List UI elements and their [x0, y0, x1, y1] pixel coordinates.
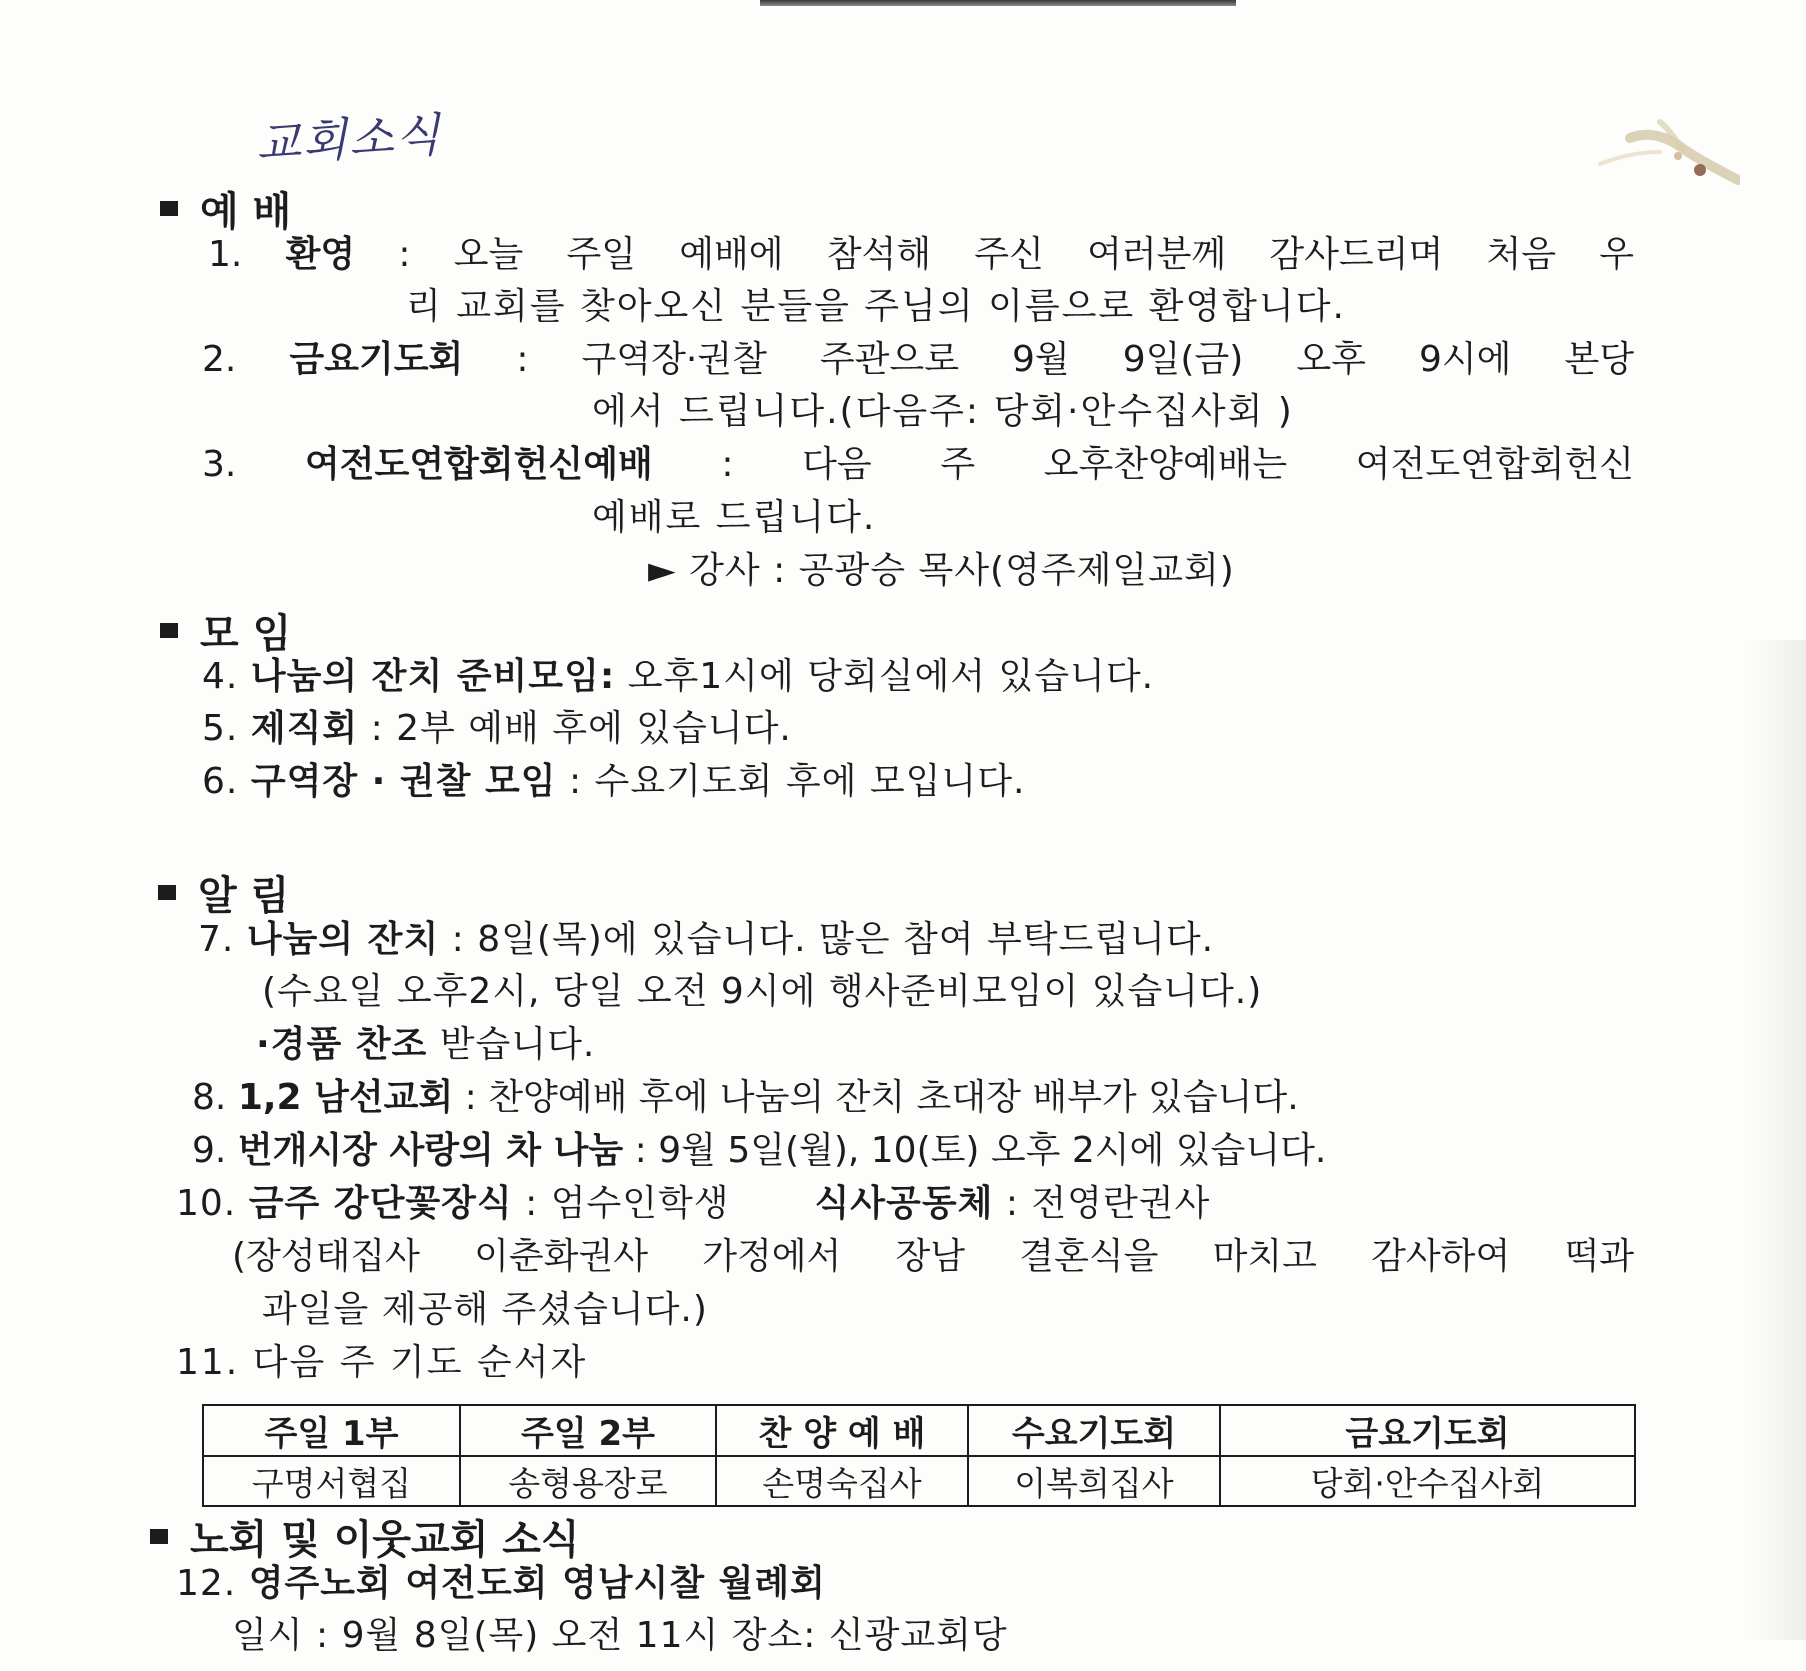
- section-bullet-icon: [158, 885, 176, 900]
- table-cell: 손명숙집사: [716, 1456, 968, 1506]
- section-bullet-icon: [160, 201, 178, 216]
- prayer-order-table: [202, 1404, 1636, 1507]
- item-number: 7.: [198, 919, 235, 960]
- section-bullet-icon: [160, 623, 178, 638]
- item-label: ·경품 찬조: [256, 1024, 428, 1065]
- section-title-meetings: [160, 602, 291, 659]
- presbytery-item-12: [176, 1562, 826, 1606]
- section-title-text: 예 배: [200, 189, 292, 235]
- paper-edge-shadow: [1746, 640, 1806, 1640]
- item-text: 오늘 주일 예배에 참석해 주신 여러분께 감사드리며 처음 우: [453, 234, 1634, 275]
- table-header-row: [203, 1405, 1635, 1456]
- section-title-text: 노회 및 이웃교회 소식: [190, 1517, 580, 1563]
- item-text: 구역장·권찰 주관으로 9월 9일(금) 오후 9시에 본당: [581, 339, 1634, 380]
- section-title-announcements: [158, 864, 289, 921]
- item-text: 찬양예배 후에 나눔의 잔치 초대장 배부가 있습니다.: [488, 1077, 1299, 1118]
- table-header-cell: 금요기도회: [1220, 1405, 1635, 1456]
- item-number: 9.: [192, 1130, 227, 1171]
- worship-item-3-line-1: 3. 여전도연합회헌신예배 : 다음 주 오후찬양예배는 여전도연합회헌신: [202, 444, 1634, 485]
- item-label: 제직회: [250, 708, 359, 749]
- item-label: 번개시장 사랑의 차 나눔: [237, 1130, 624, 1171]
- table-cell: 당회·안수집사회: [1220, 1456, 1635, 1506]
- item-label: 금요기도회: [289, 339, 464, 380]
- item-text: 9월 5일(월), 10(토) 오후 2시에 있습니다.: [658, 1130, 1327, 1171]
- item-label: 식사공동체: [814, 1183, 994, 1224]
- table-header-cell: 주일 2부: [460, 1405, 716, 1456]
- table-cell: 이복희집사: [968, 1456, 1220, 1506]
- item-number: 1.: [208, 234, 243, 275]
- item-label: 여전도연합회헌신예배: [305, 444, 653, 485]
- announcement-item-11: [176, 1341, 587, 1385]
- section-bullet-icon: [150, 1529, 168, 1544]
- item-number: 10.: [176, 1183, 237, 1224]
- table-header-cell: 주일 1부: [203, 1405, 460, 1456]
- meeting-item-4: [202, 655, 1154, 699]
- item-label: 나눔의 잔치: [246, 919, 440, 960]
- item-text: 8일(목)에 있습니다. 많은 참여 부탁드립니다.: [477, 919, 1215, 960]
- item-number: 8.: [192, 1077, 227, 1118]
- item-label: 나눔의 잔치 준비모임:: [250, 656, 616, 697]
- worship-item-3-line-2: 예배로 드립니다.: [592, 497, 877, 538]
- table-cell: 송형용장로: [460, 1456, 716, 1506]
- section-title-worship: [160, 180, 291, 237]
- announcement-item-10-line-3: 과일을 제공해 주셨습니다.): [262, 1289, 708, 1330]
- item-text: 엄수인학생: [550, 1183, 730, 1224]
- worship-item-3-speaker: ► 강사 : 공광승 목사(영주제일교회): [648, 550, 1235, 591]
- section-title-text: 모 임: [200, 611, 292, 657]
- section-title-presbytery: [150, 1508, 580, 1565]
- worship-item-2-line-1: 2. 금요기도회 : 구역장·권찰 주관으로 9월 9일(금) 오후 9시에 본당: [202, 339, 1634, 380]
- item-label: 환영: [285, 234, 356, 275]
- item-label: 1,2 남선교회: [237, 1077, 454, 1118]
- item-number: 4.: [202, 656, 239, 697]
- meeting-item-5: 5. 제직회 : 2부 예배 후에 있습니다.: [202, 708, 792, 749]
- item-label: 영주노회 여전도회 영남시찰 월례회: [248, 1563, 826, 1604]
- announcement-item-9: 9. 번개시장 사랑의 차 나눔 : 9월 5일(월), 10(토) 오후 2시에 있습니다.: [192, 1130, 1327, 1171]
- table-header-cell: 찬 양 예 배: [716, 1405, 968, 1456]
- worship-item-1-line-2: 리 교회를 찾아오신 분들을 주님의 이름으로 환영합니다.: [406, 286, 1346, 327]
- item-text: 다음 주 기도 순서자: [252, 1342, 588, 1383]
- item-text: 수요기도회 후에 모입니다.: [594, 761, 1026, 802]
- item-label: 구역장 · 권찰 모임: [250, 761, 557, 802]
- section-title-text: 알 림: [198, 873, 290, 919]
- announcement-item-7-line-3: [256, 1023, 595, 1067]
- item-label: 금주 강단꽃장식: [248, 1183, 513, 1224]
- worship-item-1-line-1: 1. 환영 : 오늘 주일 예배에 참석해 주신 여러분께 감사드리며 처음 우: [208, 234, 1634, 275]
- announcement-item-10-line-1: 10. 금주 강단꽃장식 : 엄수인학생 식사공동체 : 전영란권사: [176, 1183, 1211, 1224]
- announcement-item-7-line-2: (수요일 오후2시, 당일 오전 9시에 행사준비모임이 있습니다.): [262, 971, 1263, 1012]
- meeting-item-6: 6. 구역장 · 권찰 모임 : 수요기도회 후에 모입니다.: [202, 761, 1026, 802]
- announcement-item-7-line-1: 7. 나눔의 잔치 : 8일(목)에 있습니다. 많은 참여 부탁드립니다.: [198, 919, 1215, 960]
- announcement-item-8: 8. 1,2 남선교회 : 찬양예배 후에 나눔의 잔치 초대장 배부가 있습니다.: [192, 1077, 1299, 1118]
- worship-item-2-line-2: 에서 드립니다.(다음주: 당회·안수집사회 ): [592, 391, 1294, 432]
- top-scan-edge: [760, 0, 1236, 6]
- item-text: 전영란권사: [1031, 1183, 1211, 1224]
- item-number: 3.: [202, 444, 237, 485]
- item-text: 받습니다.: [439, 1024, 596, 1065]
- announcement-item-10-line-2: [232, 1235, 1634, 1279]
- table-row: [203, 1456, 1635, 1506]
- brush-decoration-icon: [1590, 108, 1740, 193]
- item-number: 5.: [202, 708, 239, 749]
- table-cell: 구명서협집: [203, 1456, 460, 1506]
- item-number: 12.: [176, 1563, 237, 1604]
- item-text: (장성태집사 이춘화권사 가정에서 장남 결혼식을 마치고 감사하여 떡과: [232, 1236, 1634, 1277]
- item-number: 2.: [202, 339, 237, 380]
- item-text: 2부 예배 후에 있습니다.: [396, 708, 792, 749]
- page-heading: 교회소식: [254, 107, 444, 171]
- item-text: 오후1시에 당회실에서 있습니다.: [627, 656, 1155, 697]
- item-number: 6.: [202, 761, 239, 802]
- table-header-cell: 수요기도회: [968, 1405, 1220, 1456]
- item-text: 다음 주 오후찬양예배는 여전도연합회헌신: [802, 444, 1634, 485]
- presbytery-item-12-schedule: 일시 : 9월 8일(목) 오전 11시 장소: 신광교회당: [232, 1615, 1008, 1656]
- item-number: 11.: [176, 1342, 240, 1383]
